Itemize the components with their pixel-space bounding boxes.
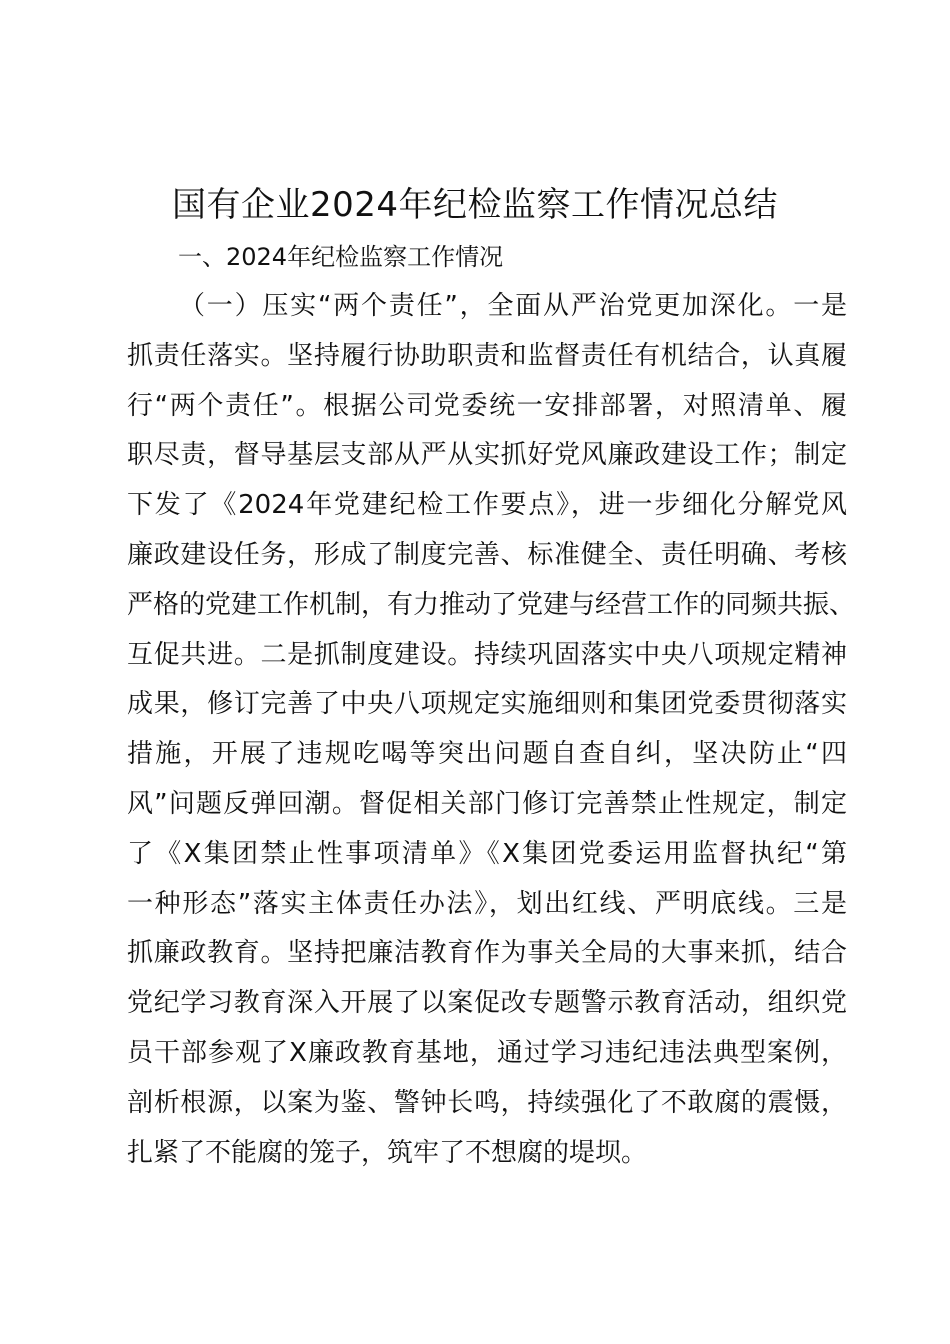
paragraph-line: 职尽责，督导基层支部从严从实抓好党风廉政建设工作；制定: [127, 440, 847, 471]
paragraph-line: 抓责任落实。坚持履行协助职责和监督责任有机结合，认真履: [127, 340, 847, 371]
paragraph-line: 了《X集团禁止性事项清单》《X集团党委运用监督执纪“第: [127, 838, 847, 869]
paragraph-line: 风”问题反弹回潮。督促相关部门修订完善禁止性规定，制定: [127, 788, 847, 819]
paragraph-line: 行“两个责任”。根据公司党委统一安排部署，对照清单、履: [127, 390, 847, 421]
paragraph-line: （一）压实“两个责任”，全面从严治党更加深化。一是: [179, 291, 847, 321]
paragraph-line: 扎紧了不能腐的笼子，筑牢了不想腐的堤坝。: [127, 1137, 648, 1168]
body-paragraph: [127, 282, 856, 1178]
paragraph-line: 剖析根源，以案为鉴、警钟长鸣，持续强化了不敢腐的震慑，: [127, 1087, 847, 1118]
document-title: 国有企业2024年纪检监察工作情况总结: [171, 185, 779, 225]
paragraph-line: 措施，开展了违规吃喝等突出问题自查自纠，坚决防止“四: [127, 739, 847, 770]
paragraph-line: 员干部参观了X廉政教育基地，通过学习违纪违法典型案例，: [127, 1037, 847, 1068]
paragraph-line: 互促共进。二是抓制度建设。持续巩固落实中央八项规定精神: [127, 639, 847, 670]
paragraph-line: 一种形态”落实主体责任办法》，划出红线、严明底线。三是: [127, 888, 847, 919]
paragraph-line: 严格的党建工作机制，有力推动了党建与经营工作的同频共振、: [127, 589, 856, 620]
paragraph-line: 廉政建设任务，形成了制度完善、标准健全、责任明确、考核: [127, 539, 847, 570]
paragraph-line: 党纪学习教育深入开展了以案促改专题警示教育活动，组织党: [127, 988, 847, 1019]
paragraph-line: 抓廉政教育。坚持把廉洁教育作为事关全局的大事来抓，结合: [127, 938, 847, 969]
paragraph-line: 下发了《2024年党建纪检工作要点》，进一步细化分解党风: [127, 490, 847, 521]
paragraph-line: 成果，修订完善了中央八项规定实施细则和集团党委贯彻落实: [127, 689, 847, 720]
section-heading: 一、2024年纪检监察工作情况: [178, 243, 504, 271]
